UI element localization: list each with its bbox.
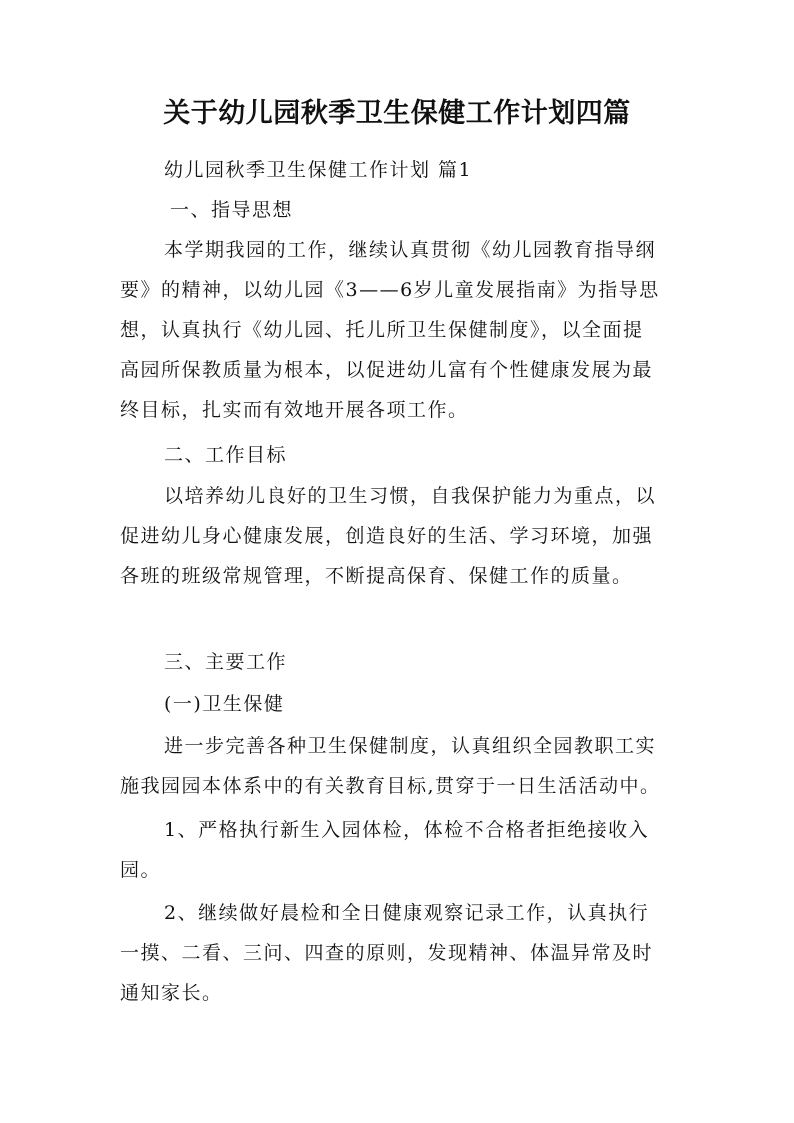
list-item: 2、继续做好晨检和全日健康观察记录工作，认真执行 一摸、二看、三问、四查的原则，发现精神、体温异常及时 通知家长。	[120, 902, 654, 1004]
document-title: 关于幼儿园秋季卫生保健工作计划四篇	[163, 98, 631, 129]
section-3-heading: 三、主要工作	[164, 651, 288, 673]
document-subtitle: 幼儿园秋季卫生保健工作计划 篇1	[164, 159, 473, 181]
list-item: 1、严格执行新生入园体检，体检不合格者拒绝接收入 园。	[120, 819, 650, 881]
section-3-paragraph: 进一步完善各种卫生保健制度，认真组织全园教职工实 施我园园本体系中的有关教育目标,贯穿于一日生活活动中。	[120, 735, 661, 797]
section-3-subheading: (一)卫生保健	[164, 693, 285, 715]
section-1-heading: 一、指导思想	[170, 199, 294, 221]
section-1-paragraph: 本学期我园的工作，继续认真贯彻《幼儿园教育指导纲 要》的精神，以幼儿园《3——6岁儿童发展指南》为指导思 想，认真执行《幼儿园、托儿所卫生保健制度》，以全面提 高园所保教质量为根本，以促进幼儿富有个性健康发展为最 终目标，扎实而有效地开展各项工作。	[120, 239, 660, 421]
section-2-paragraph: 以培养幼儿良好的卫生习惯，自我保护能力为重点，以 促进幼儿身心健康发展，创造良好的生活、学习环境，加强 各班的班级常规管理，不断提高保育、保健工作的质量。	[120, 485, 657, 587]
section-2-heading: 二、工作目标	[164, 444, 288, 466]
